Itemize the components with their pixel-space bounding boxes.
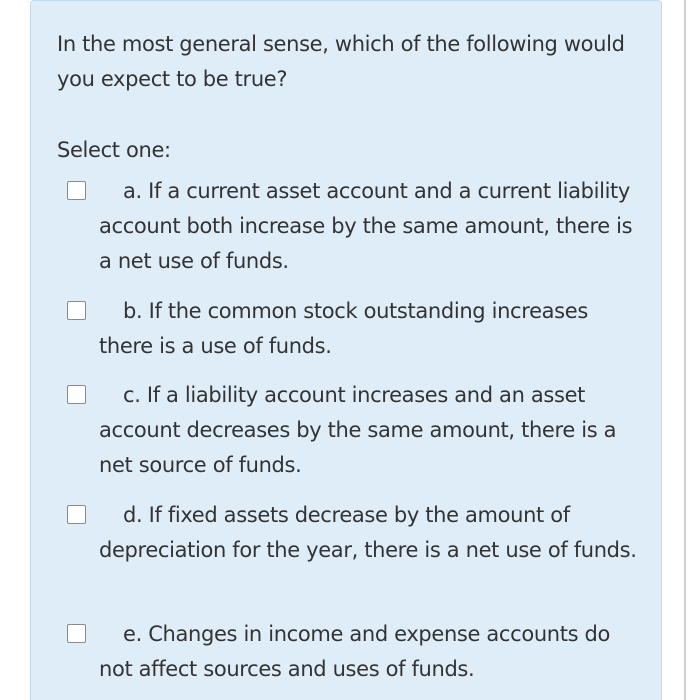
question-card [30, 0, 662, 700]
option-e-checkbox[interactable] [67, 624, 86, 643]
page-edge-divider [684, 0, 686, 700]
option-b-checkbox[interactable] [67, 301, 86, 320]
option-d-checkbox[interactable] [67, 505, 86, 524]
option-e-label[interactable]: e. Changes in income and expense accounts do not affect sources and uses of funds. [99, 622, 611, 681]
question-text: In the most general sense, which of the following would you expect to be true? [57, 32, 625, 91]
select-one-prompt: Select one: [57, 138, 171, 162]
option-c-label[interactable]: c. If a liability account increases and an asset account decreases by the same amount, there is a net source of funds. [99, 383, 617, 477]
option-c-checkbox[interactable] [67, 385, 86, 404]
option-a-label[interactable]: a. If a current asset account and a current liability account both increase by the same amount, there is a net use of funds. [99, 179, 633, 273]
option-b-label[interactable]: b. If the common stock outstanding increases there is a use of funds. [99, 299, 588, 358]
option-d-label[interactable]: d. If fixed assets decrease by the amount of depreciation for the year, there is a net use of funds. [99, 503, 637, 562]
option-a-checkbox[interactable] [67, 181, 86, 200]
